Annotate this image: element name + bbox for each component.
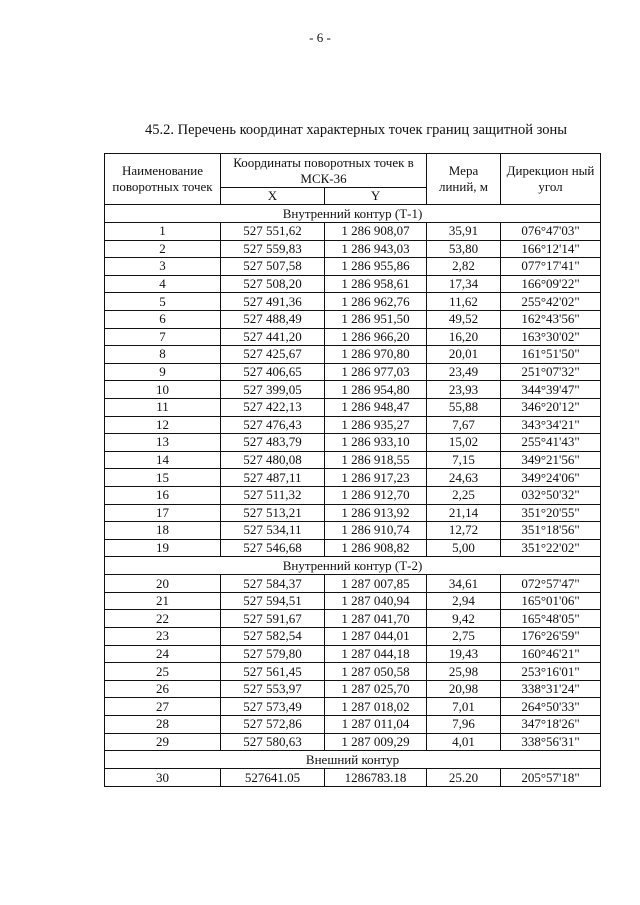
table-row — [105, 645, 601, 663]
point-number-cell: 27 — [105, 698, 221, 716]
direction-angle-cell: 255°42'02" — [501, 293, 601, 311]
table-row — [105, 769, 601, 787]
coord-x-cell: 527 480,08 — [221, 451, 325, 469]
direction-angle-cell: 264°50'33" — [501, 698, 601, 716]
line-length-cell: 7,15 — [427, 451, 501, 469]
table-row — [105, 275, 601, 293]
table-row — [105, 381, 601, 399]
coord-y-cell: 1286783.18 — [325, 769, 427, 787]
coord-x-cell: 527 579,80 — [221, 645, 325, 663]
section-header-row — [105, 205, 601, 223]
line-length-cell: 7,01 — [427, 698, 501, 716]
section-title: 45.2. Перечень координат характерных точек границ защитной зоны — [145, 122, 567, 138]
direction-angle-cell: 076°47'03" — [501, 223, 601, 241]
coord-x-cell: 527 508,20 — [221, 275, 325, 293]
coord-x-cell: 527 559,83 — [221, 240, 325, 258]
line-length-cell: 2,75 — [427, 628, 501, 646]
point-number-cell: 28 — [105, 716, 221, 734]
table-row — [105, 346, 601, 364]
table-row — [105, 469, 601, 487]
direction-angle-cell: 165°01'06" — [501, 592, 601, 610]
table-row — [105, 258, 601, 276]
line-length-cell: 49,52 — [427, 310, 501, 328]
table-row — [105, 310, 601, 328]
table-row — [105, 486, 601, 504]
table-row — [105, 733, 601, 751]
coord-x-cell: 527 511,32 — [221, 486, 325, 504]
point-number-cell: 23 — [105, 628, 221, 646]
header-y: Y — [325, 188, 427, 205]
header-point-name: Наименование поворотных точек — [105, 154, 221, 205]
table-row — [105, 398, 601, 416]
line-length-cell: 2,25 — [427, 486, 501, 504]
table-row — [105, 575, 601, 593]
coord-x-cell: 527 399,05 — [221, 381, 325, 399]
direction-angle-cell: 077°17'41" — [501, 258, 601, 276]
table-row — [105, 522, 601, 540]
point-number-cell: 8 — [105, 346, 221, 364]
table-row — [105, 698, 601, 716]
point-number-cell: 21 — [105, 592, 221, 610]
coord-x-cell: 527 591,67 — [221, 610, 325, 628]
direction-angle-cell: 160°46'21" — [501, 645, 601, 663]
coord-y-cell: 1 286 954,80 — [325, 381, 427, 399]
coord-y-cell: 1 287 009,29 — [325, 733, 427, 751]
section-title-cell: Внешний контур — [105, 751, 601, 769]
line-length-cell: 23,93 — [427, 381, 501, 399]
point-number-cell: 5 — [105, 293, 221, 311]
table-row — [105, 628, 601, 646]
direction-angle-cell: 344°39'47" — [501, 381, 601, 399]
coord-y-cell: 1 286 935,27 — [325, 416, 427, 434]
coord-x-cell: 527 425,67 — [221, 346, 325, 364]
line-length-cell: 55,88 — [427, 398, 501, 416]
point-number-cell: 12 — [105, 416, 221, 434]
direction-angle-cell: 346°20'12" — [501, 398, 601, 416]
coord-x-cell: 527 513,21 — [221, 504, 325, 522]
point-number-cell: 25 — [105, 663, 221, 681]
coord-x-cell: 527 553,97 — [221, 680, 325, 698]
coord-y-cell: 1 286 912,70 — [325, 486, 427, 504]
line-length-cell: 4,01 — [427, 733, 501, 751]
coord-x-cell: 527 580,63 — [221, 733, 325, 751]
table-row — [105, 434, 601, 452]
header-x: X — [221, 188, 325, 205]
line-length-cell: 11,62 — [427, 293, 501, 311]
point-number-cell: 1 — [105, 223, 221, 241]
table-row — [105, 592, 601, 610]
coord-y-cell: 1 286 913,92 — [325, 504, 427, 522]
coord-y-cell: 1 287 044,18 — [325, 645, 427, 663]
table-row — [105, 363, 601, 381]
coord-y-cell: 1 286 948,47 — [325, 398, 427, 416]
coord-x-cell: 527 582,54 — [221, 628, 325, 646]
coord-x-cell: 527 507,58 — [221, 258, 325, 276]
page-number: - 6 - — [309, 30, 331, 45]
coord-y-cell: 1 287 007,85 — [325, 575, 427, 593]
direction-angle-cell: 347°18'26" — [501, 716, 601, 734]
table-row — [105, 240, 601, 258]
coord-x-cell: 527 406,65 — [221, 363, 325, 381]
coord-y-cell: 1 287 050,58 — [325, 663, 427, 681]
coord-x-cell: 527 422,13 — [221, 398, 325, 416]
direction-angle-cell: 162°43'56" — [501, 310, 601, 328]
section-title-cell: Внутренний контур (Т-1) — [105, 205, 601, 223]
coord-x-cell: 527641.05 — [221, 769, 325, 787]
coord-y-cell: 1 287 011,04 — [325, 716, 427, 734]
line-length-cell: 53,80 — [427, 240, 501, 258]
point-number-cell: 10 — [105, 381, 221, 399]
coord-y-cell: 1 286 977,03 — [325, 363, 427, 381]
line-length-cell: 35,91 — [427, 223, 501, 241]
line-length-cell: 5,00 — [427, 539, 501, 557]
direction-angle-cell: 255°41'43" — [501, 434, 601, 452]
table-row — [105, 680, 601, 698]
coord-x-cell: 527 594,51 — [221, 592, 325, 610]
coord-x-cell: 527 534,11 — [221, 522, 325, 540]
direction-angle-cell: 166°09'22" — [501, 275, 601, 293]
header-direction-angle: Дирекцион ный угол — [501, 154, 601, 205]
coord-x-cell: 527 476,43 — [221, 416, 325, 434]
coord-y-cell: 1 287 025,70 — [325, 680, 427, 698]
coord-x-cell: 527 441,20 — [221, 328, 325, 346]
direction-angle-cell: 166°12'14" — [501, 240, 601, 258]
coord-y-cell: 1 286 958,61 — [325, 275, 427, 293]
coord-x-cell: 527 491,36 — [221, 293, 325, 311]
coord-y-cell: 1 286 917,23 — [325, 469, 427, 487]
table-row — [105, 223, 601, 241]
point-number-cell: 20 — [105, 575, 221, 593]
point-number-cell: 7 — [105, 328, 221, 346]
coord-y-cell: 1 287 018,02 — [325, 698, 427, 716]
coord-y-cell: 1 287 044,01 — [325, 628, 427, 646]
coord-x-cell: 527 488,49 — [221, 310, 325, 328]
point-number-cell: 18 — [105, 522, 221, 540]
table-row — [105, 610, 601, 628]
table-row — [105, 328, 601, 346]
point-number-cell: 2 — [105, 240, 221, 258]
direction-angle-cell: 161°51'50" — [501, 346, 601, 364]
point-number-cell: 30 — [105, 769, 221, 787]
point-number-cell: 15 — [105, 469, 221, 487]
coord-y-cell: 1 287 040,94 — [325, 592, 427, 610]
direction-angle-cell: 072°57'47" — [501, 575, 601, 593]
table-row — [105, 504, 601, 522]
table-row — [105, 539, 601, 557]
point-number-cell: 29 — [105, 733, 221, 751]
point-number-cell: 19 — [105, 539, 221, 557]
coord-y-cell: 1 286 943,03 — [325, 240, 427, 258]
line-length-cell: 24,63 — [427, 469, 501, 487]
direction-angle-cell: 251°07'32" — [501, 363, 601, 381]
coord-x-cell: 527 573,49 — [221, 698, 325, 716]
coordinates-table — [104, 153, 601, 787]
point-number-cell: 6 — [105, 310, 221, 328]
header-line-length: Мера линий, м — [427, 154, 501, 205]
table-row — [105, 416, 601, 434]
line-length-cell: 15,02 — [427, 434, 501, 452]
line-length-cell: 12,72 — [427, 522, 501, 540]
table-row — [105, 451, 601, 469]
coord-x-cell: 527 551,62 — [221, 223, 325, 241]
coord-y-cell: 1 286 908,82 — [325, 539, 427, 557]
coord-x-cell: 527 584,37 — [221, 575, 325, 593]
line-length-cell: 21,14 — [427, 504, 501, 522]
point-number-cell: 24 — [105, 645, 221, 663]
coord-x-cell: 527 487,11 — [221, 469, 325, 487]
coord-y-cell: 1 286 951,50 — [325, 310, 427, 328]
direction-angle-cell: 165°48'05" — [501, 610, 601, 628]
line-length-cell: 9,42 — [427, 610, 501, 628]
point-number-cell: 11 — [105, 398, 221, 416]
coord-y-cell: 1 286 933,10 — [325, 434, 427, 452]
line-length-cell: 23,49 — [427, 363, 501, 381]
table-row — [105, 663, 601, 681]
section-header-row — [105, 751, 601, 769]
table-row — [105, 716, 601, 734]
line-length-cell: 2,82 — [427, 258, 501, 276]
section-title-cell: Внутренний контур (Т-2) — [105, 557, 601, 575]
point-number-cell: 22 — [105, 610, 221, 628]
direction-angle-cell: 176°26'59" — [501, 628, 601, 646]
point-number-cell: 9 — [105, 363, 221, 381]
point-number-cell: 4 — [105, 275, 221, 293]
coord-x-cell: 527 546,68 — [221, 539, 325, 557]
line-length-cell: 17,34 — [427, 275, 501, 293]
direction-angle-cell: 032°50'32" — [501, 486, 601, 504]
coord-y-cell: 1 286 908,07 — [325, 223, 427, 241]
direction-angle-cell: 253°16'01" — [501, 663, 601, 681]
coord-y-cell: 1 286 962,76 — [325, 293, 427, 311]
coord-y-cell: 1 286 918,55 — [325, 451, 427, 469]
line-length-cell: 25.20 — [427, 769, 501, 787]
line-length-cell: 2,94 — [427, 592, 501, 610]
point-number-cell: 3 — [105, 258, 221, 276]
coord-y-cell: 1 286 966,20 — [325, 328, 427, 346]
point-number-cell: 16 — [105, 486, 221, 504]
coord-y-cell: 1 287 041,70 — [325, 610, 427, 628]
coord-y-cell: 1 286 910,74 — [325, 522, 427, 540]
table-body — [105, 205, 601, 787]
point-number-cell: 17 — [105, 504, 221, 522]
section-header-row — [105, 557, 601, 575]
line-length-cell: 7,67 — [427, 416, 501, 434]
direction-angle-cell: 351°20'55" — [501, 504, 601, 522]
header-coordinates: Координаты поворотных точек в МСК-36 — [221, 154, 427, 188]
line-length-cell: 20,98 — [427, 680, 501, 698]
coord-x-cell: 527 572,86 — [221, 716, 325, 734]
direction-angle-cell: 343°34'21" — [501, 416, 601, 434]
line-length-cell: 16,20 — [427, 328, 501, 346]
point-number-cell: 14 — [105, 451, 221, 469]
line-length-cell: 25,98 — [427, 663, 501, 681]
line-length-cell: 20,01 — [427, 346, 501, 364]
direction-angle-cell: 349°24'06" — [501, 469, 601, 487]
point-number-cell: 26 — [105, 680, 221, 698]
direction-angle-cell: 338°56'31" — [501, 733, 601, 751]
coord-y-cell: 1 286 970,80 — [325, 346, 427, 364]
line-length-cell: 34,61 — [427, 575, 501, 593]
direction-angle-cell: 351°22'02" — [501, 539, 601, 557]
direction-angle-cell: 163°30'02" — [501, 328, 601, 346]
line-length-cell: 7,96 — [427, 716, 501, 734]
line-length-cell: 19,43 — [427, 645, 501, 663]
point-number-cell: 13 — [105, 434, 221, 452]
direction-angle-cell: 351°18'56" — [501, 522, 601, 540]
coord-x-cell: 527 483,79 — [221, 434, 325, 452]
coord-y-cell: 1 286 955,86 — [325, 258, 427, 276]
coord-x-cell: 527 561,45 — [221, 663, 325, 681]
direction-angle-cell: 338°31'24" — [501, 680, 601, 698]
table-row — [105, 293, 601, 311]
direction-angle-cell: 349°21'56" — [501, 451, 601, 469]
direction-angle-cell: 205°57'18" — [501, 769, 601, 787]
